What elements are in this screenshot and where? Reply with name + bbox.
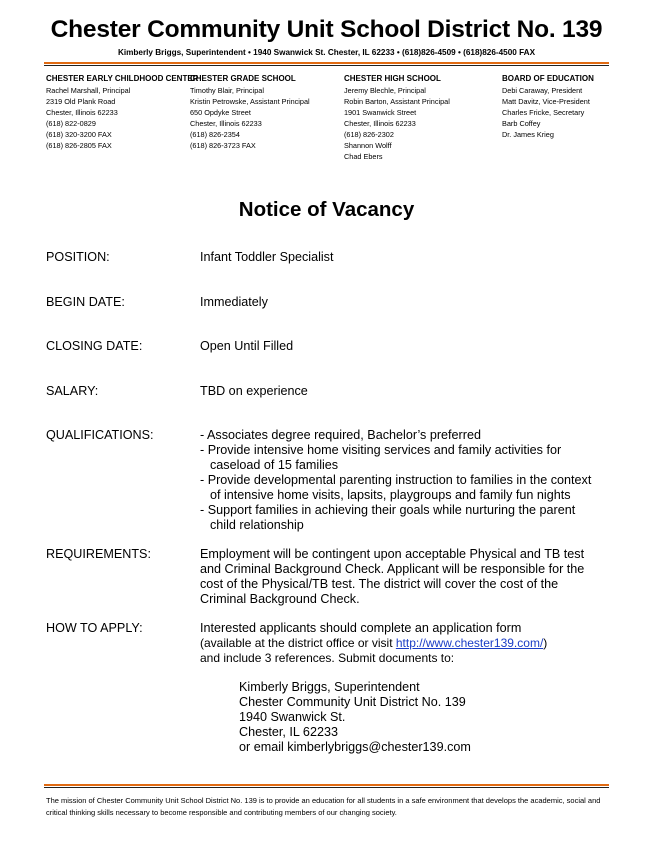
qualifications-label: QUALIFICATIONS: (46, 428, 154, 442)
column-line: Jeremy Blechle, Principal (344, 86, 426, 95)
submission-address (239, 680, 471, 755)
position-label: POSITION: (46, 250, 110, 264)
qualification-line: - Provide developmental parenting instruction to families in the context (200, 473, 592, 487)
column-line: Dr. James Krieg (502, 130, 554, 139)
requirements-line: cost of the Physical/TB test. The district will cover the cost of the (200, 577, 559, 591)
footer-orange-rule (44, 784, 609, 786)
column-line: 1901 Swanwick Street (344, 108, 417, 117)
apply-line-prefix: (available at the district office or visit (200, 636, 396, 650)
district-contact-line: Kimberly Briggs, Superintendent • 1940 Swanwick St. Chester, IL 62233 • (618)826-4509 • (618)826-4500 FAX (117, 48, 536, 57)
address-line: 1940 Swanwick St. (239, 710, 346, 724)
column-line: Chester, Illinois 62233 (46, 108, 118, 117)
header-dark-rule (44, 65, 609, 66)
column-line: Chad Ebers (344, 152, 383, 161)
column-line: Timothy Blair, Principal (190, 86, 264, 95)
column-heading: CHESTER GRADE SCHOOL (190, 74, 296, 83)
qualification-line: of intensive home visits, lapsits, playgroups and family fun nights (210, 488, 571, 502)
column-line: Charles Fricke, Secretary (502, 108, 585, 117)
qualification-line: - Provide intensive home visiting services and family activities for (200, 443, 562, 457)
apply-line-with-link (200, 636, 547, 651)
apply-line: Interested applicants should complete an application form (200, 621, 522, 635)
column-line: Matt Davitz, Vice-President (502, 97, 590, 106)
how-to-apply-text (200, 621, 547, 666)
mission-statement: The mission of Chester Community Unit School District No. 139 is to provide an education for all students in a safe environment that develops the academic, social and critical thinking skills necessary to become responsible and contributing members of our changing society. (46, 796, 601, 817)
column-line: 650 Opdyke Street (190, 108, 251, 117)
address-line: Chester Community Unit District No. 139 (239, 695, 466, 709)
column-grade-school (190, 73, 310, 151)
qualification-line: caseload of 15 families (210, 458, 339, 472)
salary-label: SALARY: (46, 384, 99, 398)
district-website-link[interactable]: http://www.chester139.com/ (395, 636, 544, 650)
column-line: Debi Caraway, President (502, 86, 583, 95)
qualifications-list (200, 428, 591, 533)
column-heading: BOARD OF EDUCATION (502, 74, 594, 83)
column-line: Kristin Petrowske, Assistant Principal (190, 97, 310, 106)
how-to-apply-label: HOW TO APPLY: (46, 621, 143, 635)
salary-value: TBD on experience (200, 384, 308, 398)
requirements-text (200, 547, 584, 607)
column-line: (618) 320-3200 FAX (46, 130, 112, 139)
closing-date-value: Open Until Filled (200, 339, 294, 353)
notice-title: Notice of Vacancy (238, 198, 415, 221)
district-title: Chester Community Unit School District No. 139 (50, 16, 603, 43)
apply-line-suffix: ) (543, 636, 548, 650)
column-line: Barb Coffey (502, 119, 541, 128)
apply-line: and include 3 references. Submit documents to: (200, 651, 455, 665)
requirements-line: Employment will be contingent upon acceptable Physical and TB test (200, 547, 585, 561)
address-line: Kimberly Briggs, Superintendent (239, 680, 420, 694)
begin-date-label: BEGIN DATE: (46, 295, 125, 309)
column-line: Shannon Wolff (344, 141, 392, 150)
address-line: Chester, IL 62233 (239, 725, 338, 739)
column-line: (618) 826-2805 FAX (46, 141, 112, 150)
begin-date-value: Immediately (200, 295, 268, 309)
column-line: (618) 826-3723 FAX (190, 141, 256, 150)
column-heading: CHESTER HIGH SCHOOL (344, 74, 441, 83)
address-line: or email kimberlybriggs@chester139.com (239, 740, 471, 754)
qualification-line: - Associates degree required, Bachelor’s preferred (200, 428, 481, 442)
closing-date-label: CLOSING DATE: (46, 339, 143, 353)
column-line: Chester, Illinois 62233 (344, 119, 416, 128)
column-line: Robin Barton, Assistant Principal (344, 97, 450, 106)
qualification-line: - Support families in achieving their goals while nurturing the parent (200, 503, 576, 517)
column-early-childhood (46, 73, 198, 151)
footer-dark-rule (44, 787, 609, 788)
column-line: Chester, Illinois 62233 (190, 119, 262, 128)
column-line: Rachel Marshall, Principal (46, 86, 131, 95)
column-high-school (344, 73, 450, 162)
column-line: 2319 Old Plank Road (46, 97, 116, 106)
column-line: (618) 822-0829 (46, 119, 96, 128)
column-board-of-education (502, 73, 594, 140)
column-heading: CHESTER EARLY CHILDHOOD CENTER (46, 74, 199, 83)
column-line: (618) 826-2302 (344, 130, 394, 139)
requirements-line: Criminal Background Check. (200, 592, 360, 606)
requirements-line: and Criminal Background Check. Applicant will be responsible for the (200, 562, 585, 576)
header-orange-rule (44, 62, 609, 64)
column-line: (618) 826-2354 (190, 130, 240, 139)
qualification-line: child relationship (210, 518, 304, 532)
position-value: Infant Toddler Specialist (200, 250, 334, 264)
requirements-label: REQUIREMENTS: (46, 547, 151, 561)
